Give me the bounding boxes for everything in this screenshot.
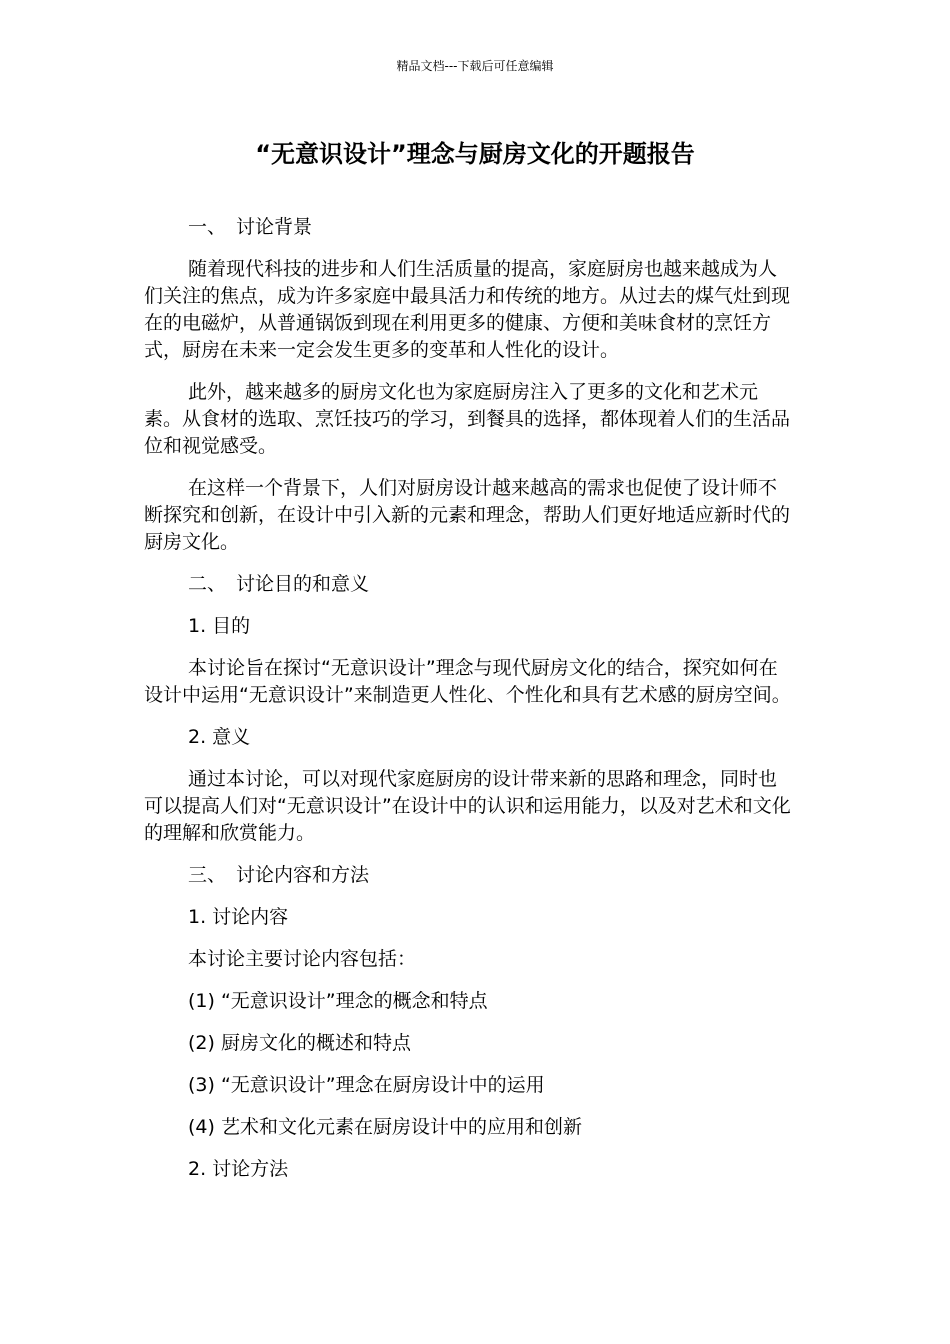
content-intro: 本讨论主要讨论内容包括： (188, 948, 417, 970)
paragraph: 随着现代科技的进步和人们生活质量的提高，家庭厨房也越来越成为人们关注的焦点，成为许多家庭中最具活力和传统的地方。从过去的煤气灶到现在的电磁炉，从普通锅饭到现在利用更多的健康、方便和美味食材的烹饪方式，厨房在未来一定会发生更多的变革和人性化的设计。 (144, 258, 791, 361)
section-heading-background (144, 214, 792, 241)
page-header-note: 精品文档---下载后可任意编辑 (396, 59, 554, 73)
section-label: 讨论背景 (236, 216, 313, 238)
section-number: 三、 (188, 864, 227, 886)
section-label: 讨论内容和方法 (236, 864, 370, 886)
document-title: “无意识设计”理念与厨房文化的开题报告 (255, 140, 695, 168)
section-heading-purpose (144, 571, 792, 598)
list-item: (1) “无意识设计”理念的概念和特点 (188, 990, 488, 1012)
paragraph: 此外，越来越多的厨房文化也为家庭厨房注入了更多的文化和艺术元素。从食材的选取、烹饪技巧的学习，到餐具的选择，都体现着人们的生活品位和视觉感受。 (144, 381, 791, 457)
section-heading-content-method (144, 862, 792, 889)
list-item: (3) “无意识设计”理念在厨房设计中的运用 (188, 1074, 545, 1096)
subheading-purpose: 1. 目的 (188, 615, 251, 637)
section-number: 一、 (188, 216, 227, 238)
document-body (144, 214, 792, 1198)
section-label: 讨论目的和意义 (236, 573, 370, 595)
list-item: (4) 艺术和文化元素在厨房设计中的应用和创新 (188, 1116, 582, 1138)
list-item: (2) 厨房文化的概述和特点 (188, 1032, 411, 1054)
paragraph: 在这样一个背景下，人们对厨房设计越来越高的需求也促使了设计师不断探究和创新，在设计中引入新的元素和理念，帮助人们更好地适应新时代的厨房文化。 (144, 477, 791, 553)
subheading-method: 2. 讨论方法 (188, 1158, 289, 1180)
paragraph: 本讨论旨在探讨“无意识设计”理念与现代厨房文化的结合，探究如何在设计中运用“无意识设计”来制造更人性化、个性化和具有艺术感的厨房空间。 (144, 657, 791, 706)
subheading-content: 1. 讨论内容 (188, 906, 289, 928)
section-number: 二、 (188, 573, 227, 595)
subheading-significance: 2. 意义 (188, 726, 251, 748)
paragraph: 通过本讨论，可以对现代家庭厨房的设计带来新的思路和理念，同时也可以提高人们对“无意识设计”在设计中的认识和运用能力，以及对艺术和文化的理解和欣赏能力。 (144, 768, 791, 844)
